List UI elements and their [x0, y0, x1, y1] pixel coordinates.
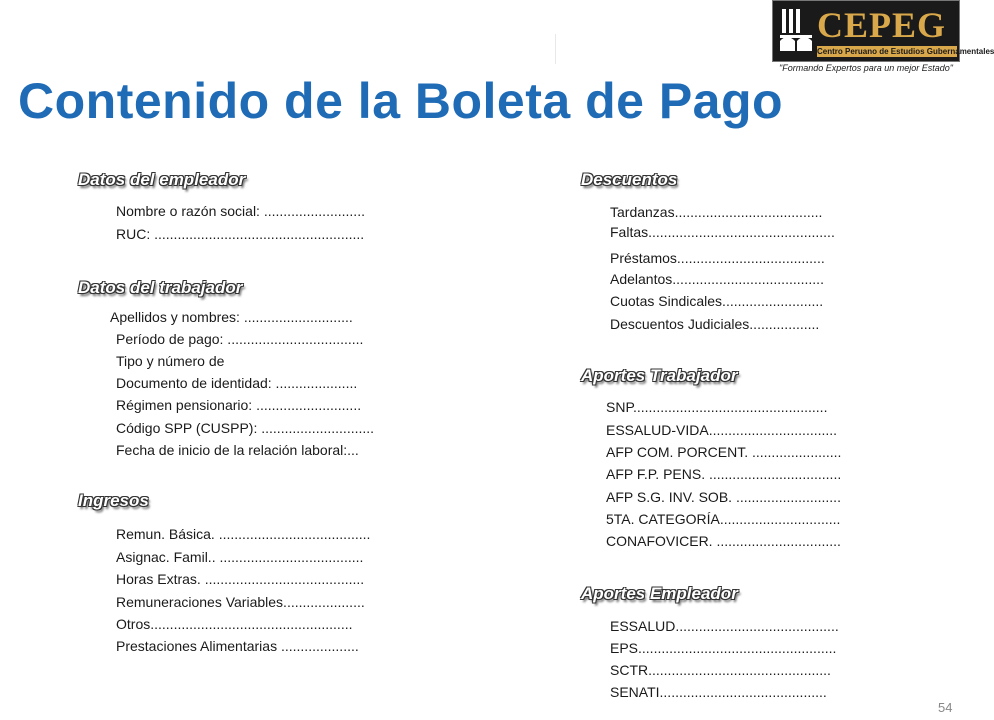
ingresos-line: Horas Extras. ......................................... — [116, 571, 365, 587]
descuentos-line: Cuotas Sindicales.......................... — [610, 293, 824, 309]
ingresos-line: Remuneraciones Variables..................... — [116, 594, 365, 610]
descuentos-line: Préstamos...................................... — [610, 250, 825, 266]
cepeg-logo — [772, 0, 994, 78]
empleador-line: RUC: ...................................................... — [116, 226, 365, 242]
aportes-trabajador-line: ESSALUD-VIDA................................. — [606, 422, 838, 438]
logo-badge — [772, 0, 994, 62]
aportes-empleador-line: ESSALUD.......................................... — [610, 618, 839, 634]
heading-ingresos: Ingresos — [78, 491, 149, 510]
trabajador-line: Fecha de inicio de la relación laboral:... — [116, 442, 359, 458]
aportes-trabajador-line: SNP.................................................. — [606, 399, 828, 415]
aportes-empleador-line: SCTR............................................... — [610, 662, 831, 678]
page-title: Contenido de la Boleta de Pago — [18, 73, 784, 129]
trabajador-line: Tipo y número de — [116, 353, 225, 369]
logo-tagline: "Formando Expertos para un mejor Estado" — [779, 63, 953, 73]
logo-subtitle: Centro Peruano de Estudios Gubernamentales — [817, 47, 994, 56]
descuentos-line: Adelantos....................................... — [610, 271, 824, 287]
aportes-empleador-line: SENATI........................................... — [610, 684, 827, 700]
trabajador-line: Documento de identidad: ..................... — [116, 375, 358, 391]
aportes-empleador-line: EPS................................................... — [610, 640, 837, 656]
logo-name: CEPEG — [817, 5, 947, 45]
aportes-trabajador-line: AFP S.G. INV. SOB. ........................... — [606, 489, 841, 505]
heading-datos-empleador: Datos del empleador — [78, 170, 246, 189]
descuentos-line: Descuentos Judiciales.................. — [610, 316, 820, 332]
aportes-trabajador-line: AFP COM. PORCENT. ....................... — [606, 444, 842, 460]
empleador-line: Nombre o razón social: .......................... — [116, 203, 365, 219]
ingresos-line: Asignac. Famil.. ..................................... — [116, 549, 364, 565]
trabajador-line: Apellidos y nombres: ............................ — [110, 309, 353, 325]
descuentos-line: Faltas................................................ — [610, 224, 835, 240]
trabajador-line: Período de pago: ................................... — [116, 331, 364, 347]
heading-aportes-trabajador: Aportes Trabajador — [581, 366, 738, 385]
building-emblem-icon — [779, 7, 813, 53]
aportes-trabajador-line: CONAFOVICER. ................................ — [606, 533, 841, 549]
aportes-trabajador-line: AFP F.P. PENS. .................................. — [606, 466, 842, 482]
divider-mark — [555, 34, 556, 64]
heading-descuentos: Descuentos — [581, 170, 678, 189]
ingresos-line: Prestaciones Alimentarias .................... — [116, 638, 359, 654]
ingresos-line: Otros.................................................... — [116, 616, 353, 632]
aportes-trabajador-line: 5TA. CATEGORÍA............................... — [606, 511, 841, 527]
trabajador-line: Código SPP (CUSPP): ............................. — [116, 420, 375, 436]
ingresos-line: Remun. Básica. ....................................... — [116, 526, 371, 542]
heading-datos-trabajador: Datos del trabajador — [78, 278, 243, 297]
page-number: 54 — [938, 700, 953, 715]
heading-aportes-empleador: Aportes Empleador — [581, 584, 738, 603]
trabajador-line: Régimen pensionario: ........................... — [116, 397, 362, 413]
descuentos-line: Tardanzas...................................... — [610, 204, 823, 220]
